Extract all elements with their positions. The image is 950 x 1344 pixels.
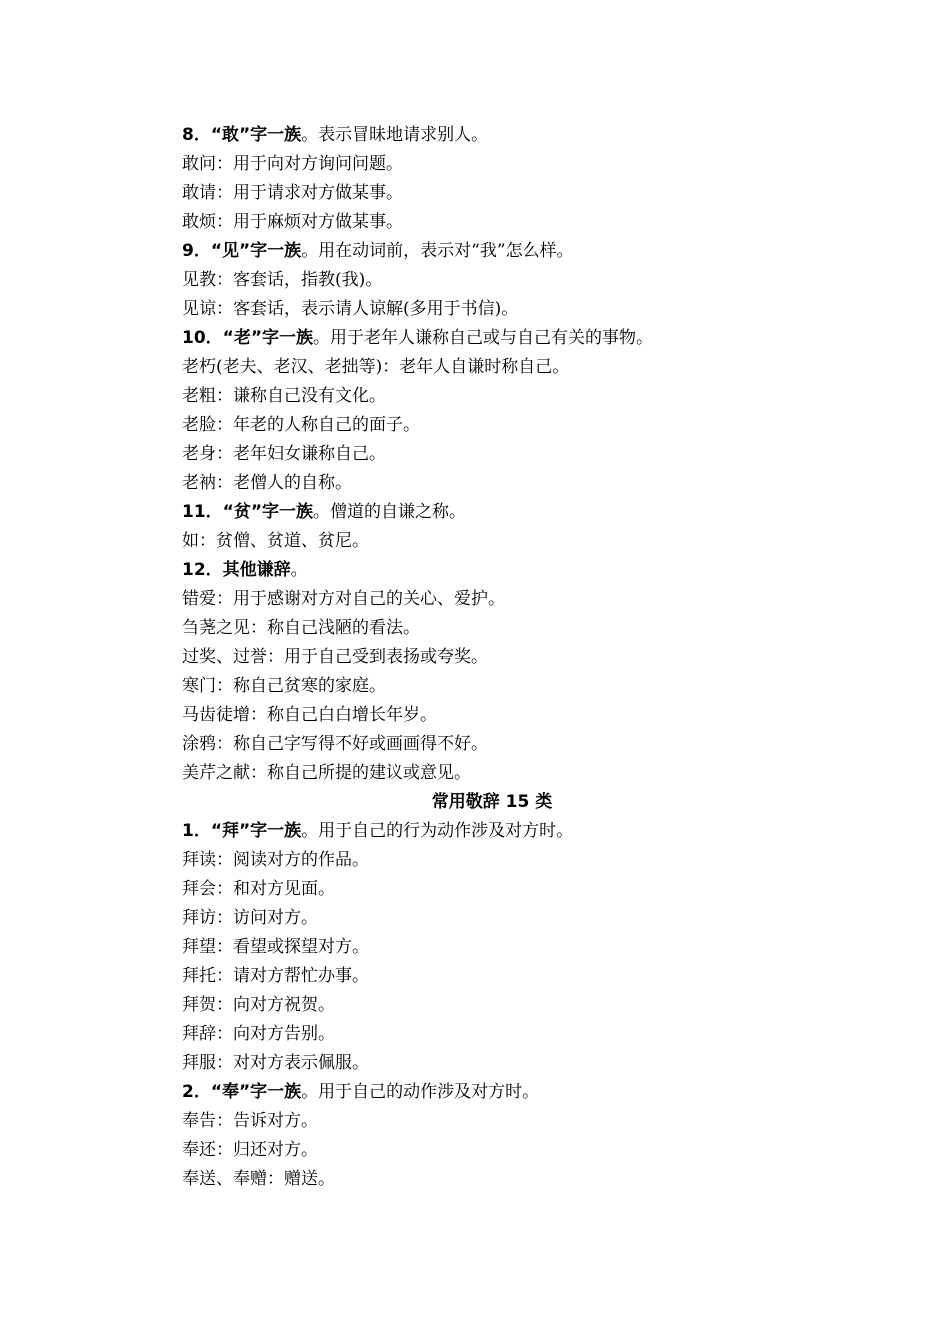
entry-line: 拜托：请对方帮忙办事。 [182, 966, 369, 986]
section-heading [182, 237, 782, 266]
heading-description: 。僧道的自谦之称。 [313, 502, 467, 522]
section-heading [182, 817, 782, 846]
heading-label: 12．其他谦辞 [182, 560, 291, 580]
section-title: 常用敬辞 15 类 [431, 792, 553, 812]
entry-line: 敢烦：用于麻烦对方做某事。 [182, 212, 403, 232]
section-heading [182, 556, 782, 585]
entry-line: 老脸：年老的人称自己的面子。 [182, 415, 420, 435]
heading-description: 。用在动词前，表示对“我”怎么样。 [301, 241, 574, 261]
entry-line: 老粗：谦称自己没有文化。 [182, 386, 386, 406]
entry-line: 老衲：老僧人的自称。 [182, 473, 352, 493]
heading-label: 8．“敢”字一族 [182, 125, 302, 145]
entry-line: 见谅：客套话，表示请人谅解(多用于书信)。 [182, 299, 519, 319]
heading-description: 。表示冒昧地请求别人。 [301, 125, 489, 145]
entry-line: 刍荛之见：称自己浅陋的看法。 [182, 618, 420, 638]
heading-description: 。 [290, 560, 308, 580]
document-page [182, 121, 782, 1194]
entry-line: 如：贫僧、贫道、贫尼。 [182, 531, 369, 551]
entry-line: 拜读：阅读对方的作品。 [182, 850, 369, 870]
entry-line: 寒门：称自己贫寒的家庭。 [182, 676, 386, 696]
entry-line: 见教：客套话，指教(我)。 [182, 270, 383, 290]
heading-label: 1．“拜”字一族 [182, 821, 302, 841]
entry-line: 奉告：告诉对方。 [182, 1111, 318, 1131]
section-heading [182, 498, 782, 527]
entry-line: 老朽(老夫、老汉、老拙等)：老年人自谦时称自己。 [182, 357, 570, 377]
heading-description: 。用于自己的动作涉及对方时。 [301, 1082, 540, 1102]
entry-line: 马齿徒增：称自己白白增长年岁。 [182, 705, 437, 725]
entry-line: 敢请：用于请求对方做某事。 [182, 183, 403, 203]
entry-line: 过奖、过誉：用于自己受到表扬或夸奖。 [182, 647, 488, 667]
entry-line: 拜望：看望或探望对方。 [182, 937, 369, 957]
entry-line: 敢问：用于向对方询问问题。 [182, 154, 403, 174]
section-heading [182, 1078, 782, 1107]
entry-line: 奉送、奉赠：赠送。 [182, 1169, 335, 1189]
entry-line: 拜会：和对方见面。 [182, 879, 335, 899]
heading-description: 。用于老年人谦称自己或与自己有关的事物。 [313, 328, 654, 348]
entry-line: 拜辞：向对方告别。 [182, 1024, 335, 1044]
heading-label: 10．“老”字一族 [182, 328, 314, 348]
section-heading [182, 121, 782, 150]
entry-line: 拜贺：向对方祝贺。 [182, 995, 335, 1015]
entry-line: 错爱：用于感谢对方对自己的关心、爱护。 [182, 589, 505, 609]
heading-label: 11．“贫”字一族 [182, 502, 314, 522]
entry-line: 拜服：对对方表示佩服。 [182, 1053, 369, 1073]
heading-label: 2．“奉”字一族 [182, 1082, 302, 1102]
section-heading [182, 324, 782, 353]
entry-line: 拜访：访问对方。 [182, 908, 318, 928]
entry-line: 美芹之献：称自己所提的建议或意见。 [182, 763, 471, 783]
heading-label: 9．“见”字一族 [182, 241, 302, 261]
entry-line: 奉还：归还对方。 [182, 1140, 318, 1160]
entry-line: 老身：老年妇女谦称自己。 [182, 444, 386, 464]
entry-line: 涂鸦：称自己字写得不好或画画得不好。 [182, 734, 488, 754]
heading-description: 。用于自己的行为动作涉及对方时。 [301, 821, 574, 841]
